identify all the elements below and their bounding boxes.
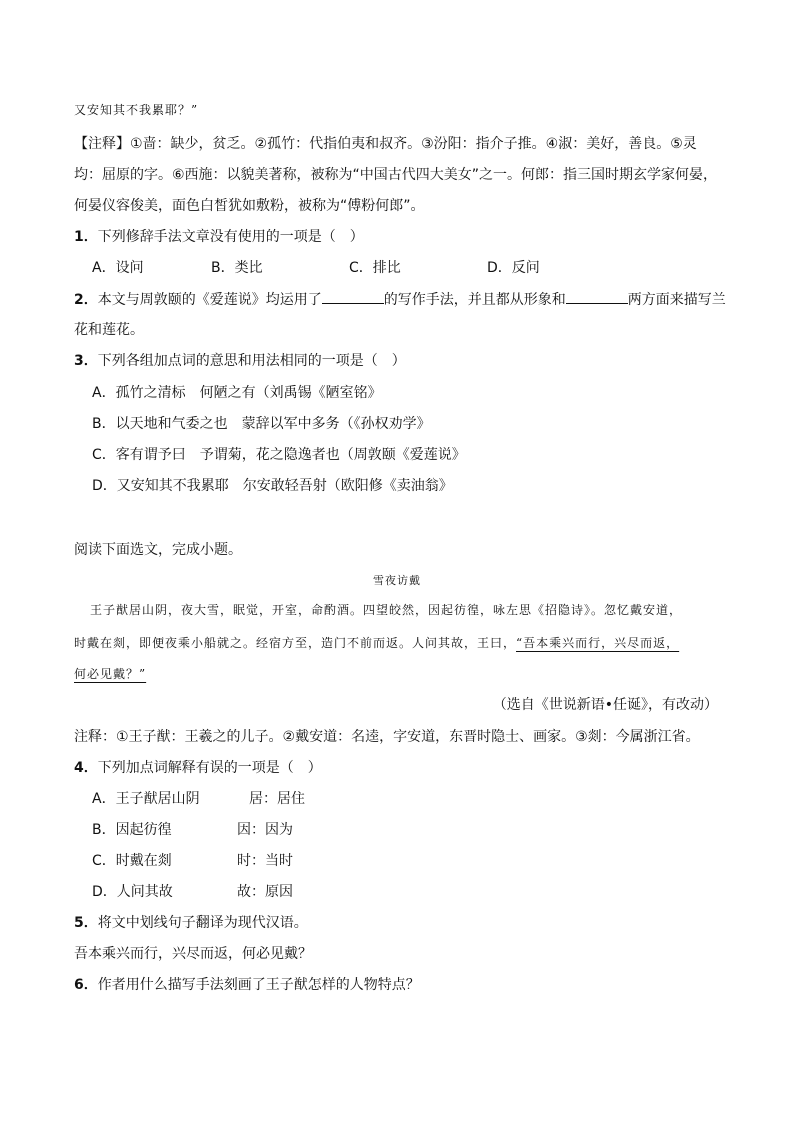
prev-line: 又安知其不我累耶？”: [74, 103, 199, 117]
q3-option-a: A．孤竹之清标 何陋之有（刘禹锡《陋室铭》: [92, 385, 382, 401]
question-text-part2: 的写作手法，并且都从形象和: [383, 292, 566, 308]
question-text: 将文中划线句子翻译为现代汉语。: [97, 915, 308, 931]
question-5: [74, 913, 308, 933]
question-text: 作者用什么描写手法刻画了王子猷怎样的人物特点？: [97, 977, 420, 993]
question-4: [74, 758, 322, 778]
question-number: 1．: [74, 229, 98, 245]
question-number: 5．: [74, 915, 98, 931]
question-text-part1: 本文与周敦颐的《爱莲说》均运用了: [97, 292, 322, 308]
note-line-3: 何晏仪容俊美，面色白皙犹如敷粉，被称为“傅粉何郎”。: [74, 198, 425, 214]
question-text: 下列各组加点词的意思和用法相同的一项是（ ）: [97, 353, 406, 369]
underlined-sentence: “吾本乘兴而行，兴尽而返，: [516, 636, 680, 650]
q5-sentence: 吾本乘兴而行，兴尽而返，何必见戴？: [74, 946, 312, 962]
question-1: [74, 227, 364, 247]
passage-title: 雪夜访戴: [373, 574, 421, 587]
answer-blank-1[interactable]: [322, 289, 384, 304]
question-2: [74, 289, 726, 310]
question-number: 2．: [74, 292, 98, 308]
passage-source: （选自《世说新语•任诞》，有改动）: [492, 697, 718, 713]
q3-option-c: C．客有谓予曰 予谓菊，花之隐逸者也（周敦颐《爱莲说》: [92, 447, 466, 463]
question-text: 下列修辞手法文章没有使用的一项是（ ）: [97, 229, 364, 245]
question-text-part3: 两方面来描写兰: [627, 292, 726, 308]
passage-notes: 注释：①王子猷：王羲之的儿子。②戴安道：名逵，字安道，东晋时隐士、画家。③剡：今属浙江省。: [74, 729, 700, 745]
q1-option-b: B．类比: [211, 260, 263, 276]
q1-option-d: D．反问: [487, 260, 540, 276]
q3-option-d: D．又安知其不我累耶 尔安敢轻吾射（欧阳修《卖油翁》: [92, 478, 453, 494]
question-2-cont: 花和莲花。: [74, 322, 144, 338]
note-line-2: 均：屈原的字。⑥西施：以貌美著称，被称为“中国古代四大美女”之一。何郎：指三国时期玄学家何晏，: [74, 167, 718, 183]
reading-intro: 阅读下面选文，完成小题。: [74, 542, 242, 558]
q4-option-c-explain: 时：当时: [237, 853, 293, 869]
q1-option-c: C．排比: [349, 260, 401, 276]
note-line-1: 【注释】①啬：缺少，贫乏。②孤竹：代指伯夷和叔齐。③汾阳：指介子推。④淑：美好，善良。⑤灵: [74, 136, 697, 152]
question-number: 3．: [74, 353, 98, 369]
q4-option-d-explain: 故：原因: [237, 884, 293, 900]
q4-option-a-explain: 居：居住: [249, 791, 305, 807]
passage-line-2: [74, 633, 679, 653]
q4-option-a: A．王子猷居山阴: [92, 791, 200, 807]
question-6: [74, 975, 420, 995]
question-3: [74, 351, 406, 371]
answer-blank-2[interactable]: [566, 289, 628, 304]
passage-line-1: 王子猷居山阴，夜大雪，眠觉，开室，命酌酒。四望皎然，因起彷徨，咏左思《招隐诗》。忽忆戴安道，: [90, 603, 683, 617]
passage-line-3: 何必见戴？”: [74, 667, 147, 681]
q4-option-c: C．时戴在剡: [92, 853, 172, 869]
q4-option-b-explain: 因：因为: [237, 822, 293, 838]
passage-text: 时戴在剡，即便夜乘小船就之。经宿方至，造门不前而返。人问其故，王曰，: [74, 636, 517, 650]
question-text: 下列加点词解释有误的一项是（ ）: [97, 760, 322, 776]
question-number: 4．: [74, 760, 98, 776]
q1-option-a: A．设问: [92, 260, 144, 276]
q4-option-b: B．因起彷徨: [92, 822, 172, 838]
question-number: 6．: [74, 977, 98, 993]
q4-option-d: D．人问其故: [92, 884, 173, 900]
q3-option-b: B．以天地和气委之也 蒙辞以军中多务（《孙权劝学》: [92, 416, 431, 432]
